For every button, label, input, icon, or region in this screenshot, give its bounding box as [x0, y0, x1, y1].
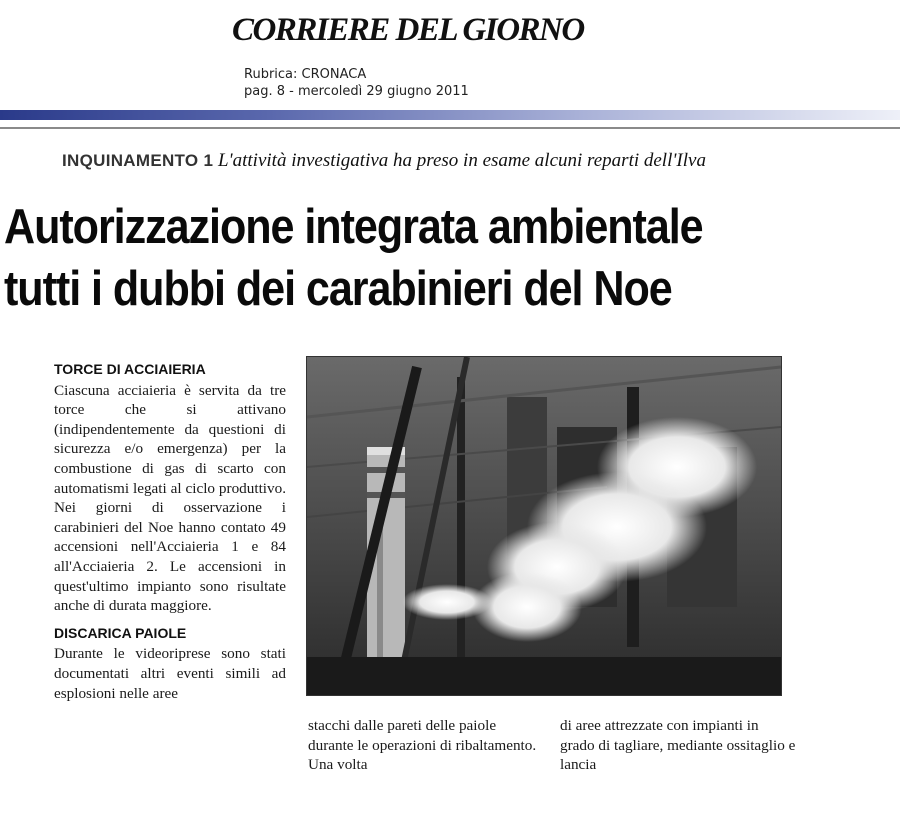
steelworks-photo: [306, 356, 782, 696]
headline-line-1: Autorizzazione integrata ambientale: [4, 200, 703, 254]
headline-line-2: tutti i dubbi dei carabinieri del Noe: [4, 262, 672, 316]
header-band: [0, 110, 900, 120]
page-bottom-edge: [0, 792, 900, 814]
header-divider: [0, 127, 900, 129]
newspaper-masthead: CORRIERE DEL GIORNO: [232, 12, 584, 48]
steelworks-photo-graphic: [307, 357, 781, 695]
rubrica-section: Rubrica: CRONACA: [244, 67, 367, 82]
article-column-3: [560, 716, 796, 775]
section-text-discarica: Durante le videoriprese sono stati documentati altri eventi simili ad esplosioni nelle aree: [54, 645, 286, 702]
section-text-torce: Ciascuna acciaieria è servita da tre torce che si attivano (indipendentemente da questioni di sicurezza e/o emergenza) per la combustione di gas di scarto con automatismi legati al ciclo produttivo. Nei giorni di osservazione i carabinieri del Noe hanno contato 49 accensioni nell'Acciaieria 1 e 84 all'Acciaieria 2. Le accensioni in quest'ultimo impianto sono risultate anche di durata maggiore.: [54, 381, 286, 615]
column-2-text: stacchi dalle pareti delle paiole durante le operazioni di ribaltamento. Una volta: [308, 717, 537, 774]
rubrica-page-date: pag. 8 - mercoledì 29 giugno 2011: [244, 84, 469, 99]
kicker-text: L'attività investigativa ha preso in esame alcuni reparti dell'Ilva: [217, 150, 706, 171]
rubrica-info: [244, 66, 469, 100]
section-title-discarica: DISCARICA PAIOLE: [54, 624, 187, 641]
column-3-text: di aree attrezzate con impianti in grado di tagliare, mediante ossitaglio e lancia: [560, 717, 796, 774]
article-column-2: [308, 716, 544, 775]
kicker: [62, 150, 706, 172]
headline: [4, 196, 789, 320]
kicker-tag: INQUINAMENTO 1: [62, 151, 214, 170]
section-title-torce: TORCE DI ACCIAIERIA: [54, 361, 206, 377]
article-column-1: [54, 358, 286, 703]
